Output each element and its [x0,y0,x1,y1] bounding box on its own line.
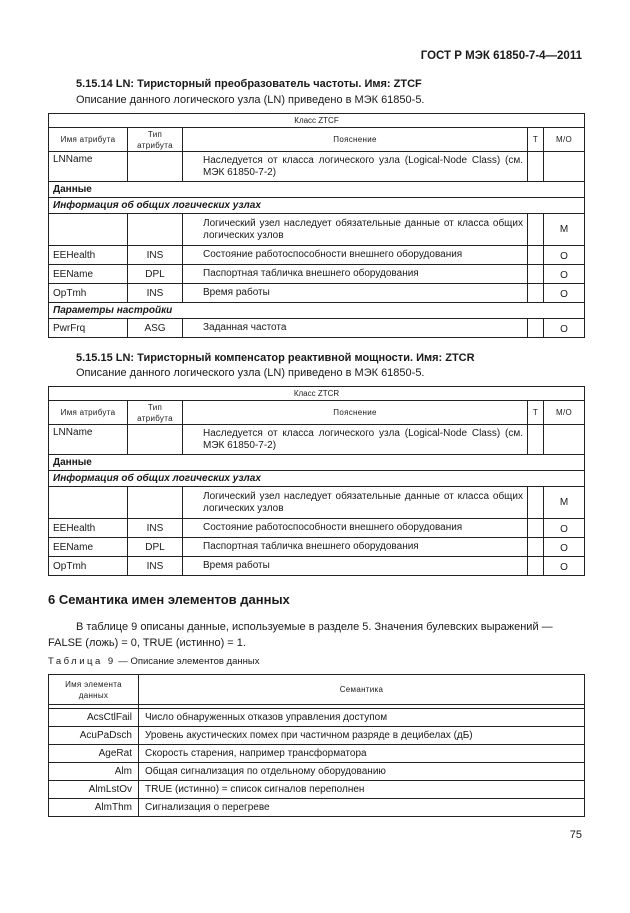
section-row-settings: Параметры настройки [49,303,585,319]
class-label: Класс ZTCF [49,114,585,128]
section-6-paragraph: В таблице 9 описаны данные, используемые в разделе 5. Значения булевских выражений — FALSE (ложь) = 0, TRUE (истинно) = 1. [48,621,553,649]
caption-text: — Описание элементов данных [115,656,260,667]
data-element-name: AcuPaDsch [49,727,139,745]
attr-explanation: Наследуется от класса логического узла (Logical-Node Class) (см. МЭК 61850-7-2) [183,152,528,182]
attr-mo: О [544,265,585,284]
attr-type: DPL [128,538,183,557]
attr-mo: О [544,284,585,303]
data-element-semantics: Общая сигнализация по отдельному оборудованию [139,763,585,781]
attr-mo: М [544,214,585,246]
caption-prefix: Таблица 9 [48,656,116,667]
col-header-type: Тип атрибута [128,128,183,152]
attr-explanation: Логический узел наследует обязательные данные от класса общих логических узлов [183,214,528,246]
attr-explanation: Паспортная табличка внешнего оборудования [183,538,528,557]
table-9 [48,674,585,817]
col-header-type: Тип атрибута [128,401,183,425]
attr-explanation: Время работы [183,557,528,576]
section-row-common: Информация об общих логических узлах [49,471,585,487]
attr-mo: О [544,319,585,338]
section-row-common: Информация об общих логических узлах [49,198,585,214]
attr-type: INS [128,284,183,303]
attr-name: OpTmh [49,557,128,576]
attr-explanation: Паспортная табличка внешнего оборудования [183,265,528,284]
attr-explanation: Логический узел наследует обязательные данные от класса общих логических узлов [183,487,528,519]
data-element-name: AgeRat [49,745,139,763]
page-number: 75 [569,829,582,841]
data-element-semantics: Число обнаруженных отказов управления доступом [139,709,585,727]
section-heading-6: 6 Семантика имен элементов данных [48,592,290,607]
col-header-attr: Имя атрибута [49,128,128,152]
section-heading-ztcf: 5.15.14 LN: Тиристорный преобразователь частоты. Имя: ZTCF [76,78,422,90]
col-header-mo: М/О [544,401,585,425]
class-label: Класс ZTCR [49,387,585,401]
section-row-data: Данные [49,455,585,471]
data-element-semantics: Сигнализация о перегреве [139,799,585,817]
attr-type: INS [128,519,183,538]
table-ztcr [48,386,585,576]
data-element-semantics: TRUE (истинно) = список сигналов переполнен [139,781,585,799]
document-header: ГОСТ Р МЭК 61850-7-4—2011 [420,50,582,62]
attr-name: EEName [49,538,128,557]
attr-type: INS [128,557,183,576]
section-heading-ztcr: 5.15.15 LN: Тиристорный компенсатор реактивной мощности. Имя: ZTCR [76,352,475,364]
attr-mo: М [544,487,585,519]
data-element-name: AlmThm [49,799,139,817]
data-element-name: AcsCtlFail [49,709,139,727]
attr-explanation: Состояние работоспособности внешнего оборудования [183,519,528,538]
col-header-t: Т [528,401,544,425]
col-header-expl: Пояснение [183,128,528,152]
attr-name: OpTmh [49,284,128,303]
attr-mo: О [544,538,585,557]
attr-mo: О [544,557,585,576]
attr-name: EEName [49,265,128,284]
attr-name: PwrFrq [49,319,128,338]
attr-name: LNName [49,152,128,182]
section-row-data: Данные [49,182,585,198]
section-intro-ztcf: Описание данного логического узла (LN) приведено в МЭК 61850-5. [76,94,425,106]
attr-explanation: Заданная частота [183,319,528,338]
section-intro-ztcr: Описание данного логического узла (LN) приведено в МЭК 61850-5. [76,367,425,379]
data-element-name: AlmLstOv [49,781,139,799]
col-header-mo: М/О [544,128,585,152]
col-header-attr: Имя атрибута [49,401,128,425]
attr-explanation: Наследуется от класса логического узла (Logical-Node Class) (см. МЭК 61850-7-2) [183,425,528,455]
col-header-t: Т [528,128,544,152]
col-header-expl: Пояснение [183,401,528,425]
attr-explanation: Состояние работоспособности внешнего оборудования [183,246,528,265]
col-header-name: Имя элемента данных [49,675,139,705]
data-element-name: Alm [49,763,139,781]
attr-mo: О [544,519,585,538]
table-9-caption [48,656,259,667]
attr-type: INS [128,246,183,265]
data-element-semantics: Уровень акустических помех при частичном разряде в децибелах (дБ) [139,727,585,745]
table-ztcf [48,113,585,338]
data-element-semantics: Скорость старения, например трансформатора [139,745,585,763]
attr-mo: О [544,246,585,265]
attr-explanation: Время работы [183,284,528,303]
attr-name: EEHealth [49,246,128,265]
attr-name: LNName [49,425,128,455]
attr-name: EEHealth [49,519,128,538]
attr-type: DPL [128,265,183,284]
attr-type: ASG [128,319,183,338]
col-header-semantics: Семантика [139,675,585,705]
